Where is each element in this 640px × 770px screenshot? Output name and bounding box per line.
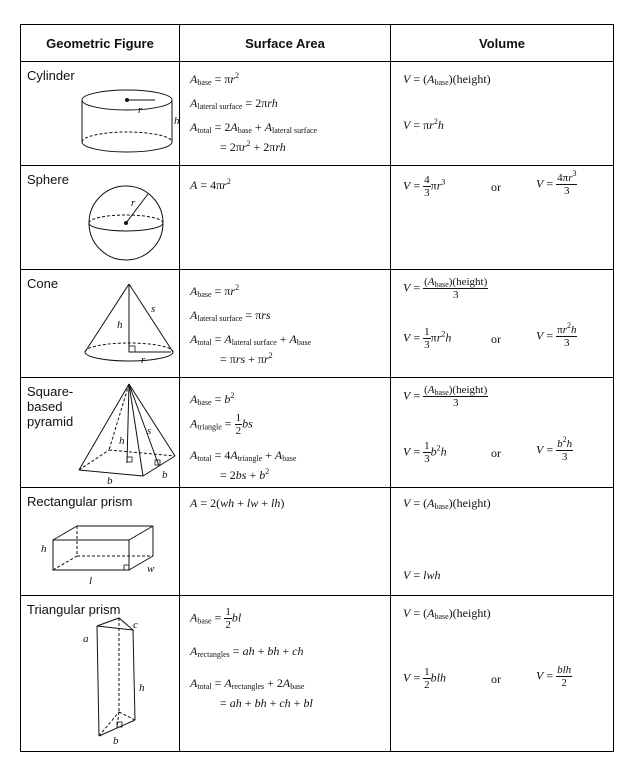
rectangular-prism-diagram bbox=[21, 488, 179, 596]
height-label: h bbox=[117, 319, 123, 331]
pyramid-surface-area: $A_{base} = b^2$ $A_{triangle}$ = $\frac{1}{2}$ bs $A_{total} = 4A_{triangle} + A_{base}$ = $2bs + b^2$ bbox=[180, 378, 391, 488]
row-sphere bbox=[21, 166, 614, 270]
length-label: l bbox=[89, 575, 93, 587]
radius-label: r bbox=[138, 104, 143, 116]
geometry-formula-table bbox=[20, 24, 614, 752]
cone-volume: V = $\frac{(A_{base})(height)}{3}$ V = $\frac{1}{3}$ $\pi r^2h$ or V = $\frac{\pi r^2h}{3}$ bbox=[391, 270, 614, 378]
slant-label: s bbox=[151, 303, 156, 315]
height-label: h bbox=[174, 115, 179, 127]
cylinder-diagram bbox=[21, 62, 179, 166]
cylinder-figure-cell bbox=[21, 62, 180, 166]
cylinder-surface-area: $A_{base} = \pi r^2$ $A_{lateral surface} = 2\pi rh$ $A_{total} = 2A_{base} + A_{lateral surface}$ = $2\pi r^2 + 2\pi rh$ bbox=[180, 62, 391, 166]
header-surface-area: Surface Area bbox=[180, 25, 391, 62]
sphere-surface-area: $A = 4\pi r^2$ bbox=[180, 166, 391, 270]
figure-name: Cylinder bbox=[27, 68, 75, 83]
radius-label: r bbox=[141, 354, 146, 366]
base-label-2: b bbox=[162, 469, 168, 481]
cone-diagram bbox=[21, 270, 179, 378]
cylinder-volume: $V = (A_{base})(height)$ $V = \pi r^2h$ bbox=[391, 62, 614, 166]
header-volume: Volume bbox=[391, 25, 614, 62]
height-label: h bbox=[139, 682, 145, 694]
slant-label: s bbox=[147, 425, 152, 437]
row-triangular-prism bbox=[21, 596, 614, 752]
side-c-label: c bbox=[133, 619, 138, 631]
header-row bbox=[21, 25, 614, 62]
triangular-prism-figure-cell bbox=[21, 596, 180, 752]
row-rectangular-prism bbox=[21, 488, 614, 596]
pyramid-diagram bbox=[21, 378, 179, 488]
sphere-figure-cell bbox=[21, 166, 180, 270]
height-label: h bbox=[119, 435, 125, 447]
base-label: b bbox=[107, 475, 113, 487]
cone-surface-area: $A_{base} = \pi r^2$ $A_{lateral surface} = \pi rs$ $A_{total} = A_{lateral surface} + A_{base}$ = $\pi rs + \pi r^2$ bbox=[180, 270, 391, 378]
sphere-volume: V = $\frac{4}{3}$ $\pi r^3$ or V = $\frac{4\pi r^3}{3}$ bbox=[391, 166, 614, 270]
row-cone bbox=[21, 270, 614, 378]
figure-name: Cone bbox=[27, 276, 59, 291]
figure-name: Rectangular prism bbox=[27, 494, 133, 509]
sphere-diagram bbox=[21, 166, 179, 270]
triangular-prism-volume: $V = (A_{base})(height)$ V = $\frac{1}{2}$ blh or V = $\frac{\text{blh}}{2}$ bbox=[391, 596, 614, 752]
pyramid-figure-cell bbox=[21, 378, 180, 488]
rectangular-prism-volume: $V = (A_{base})(height)$ V = lwh bbox=[391, 488, 614, 596]
pyramid-volume: V = $\frac{(A_{base})(height)}{3}$ V = $\frac{1}{3}$ $b^2h$ or V = $\frac{b^2h}{3}$ bbox=[391, 378, 614, 488]
rectangular-prism-figure-cell bbox=[21, 488, 180, 596]
cone-figure-cell bbox=[21, 270, 180, 378]
header-geometric-figure: Geometric Figure bbox=[21, 25, 180, 62]
rectangular-prism-surface-area: A = 2(wh + lw + lh) bbox=[180, 488, 391, 596]
figure-name: Sphere bbox=[27, 172, 69, 187]
figure-name: Square- based pyramid bbox=[27, 384, 74, 429]
radius-label: r bbox=[131, 197, 136, 209]
width-label: w bbox=[147, 563, 155, 575]
triangular-prism-diagram bbox=[21, 596, 179, 752]
side-a-label: a bbox=[83, 633, 89, 645]
base-label: b bbox=[113, 735, 119, 747]
figure-name: Triangular prism bbox=[27, 602, 121, 617]
height-label: h bbox=[41, 543, 47, 555]
row-cylinder bbox=[21, 62, 614, 166]
formula-sheet bbox=[20, 24, 614, 752]
triangular-prism-surface-area: $A_{base}$ = $\frac{1}{2}$ bl $A_{rectangles}$ = ah + bh + ch $A_{total} = A_{rectangles} + 2A_{base}$ = ah + bh + ch + bl bbox=[180, 596, 391, 752]
row-square-pyramid bbox=[21, 378, 614, 488]
